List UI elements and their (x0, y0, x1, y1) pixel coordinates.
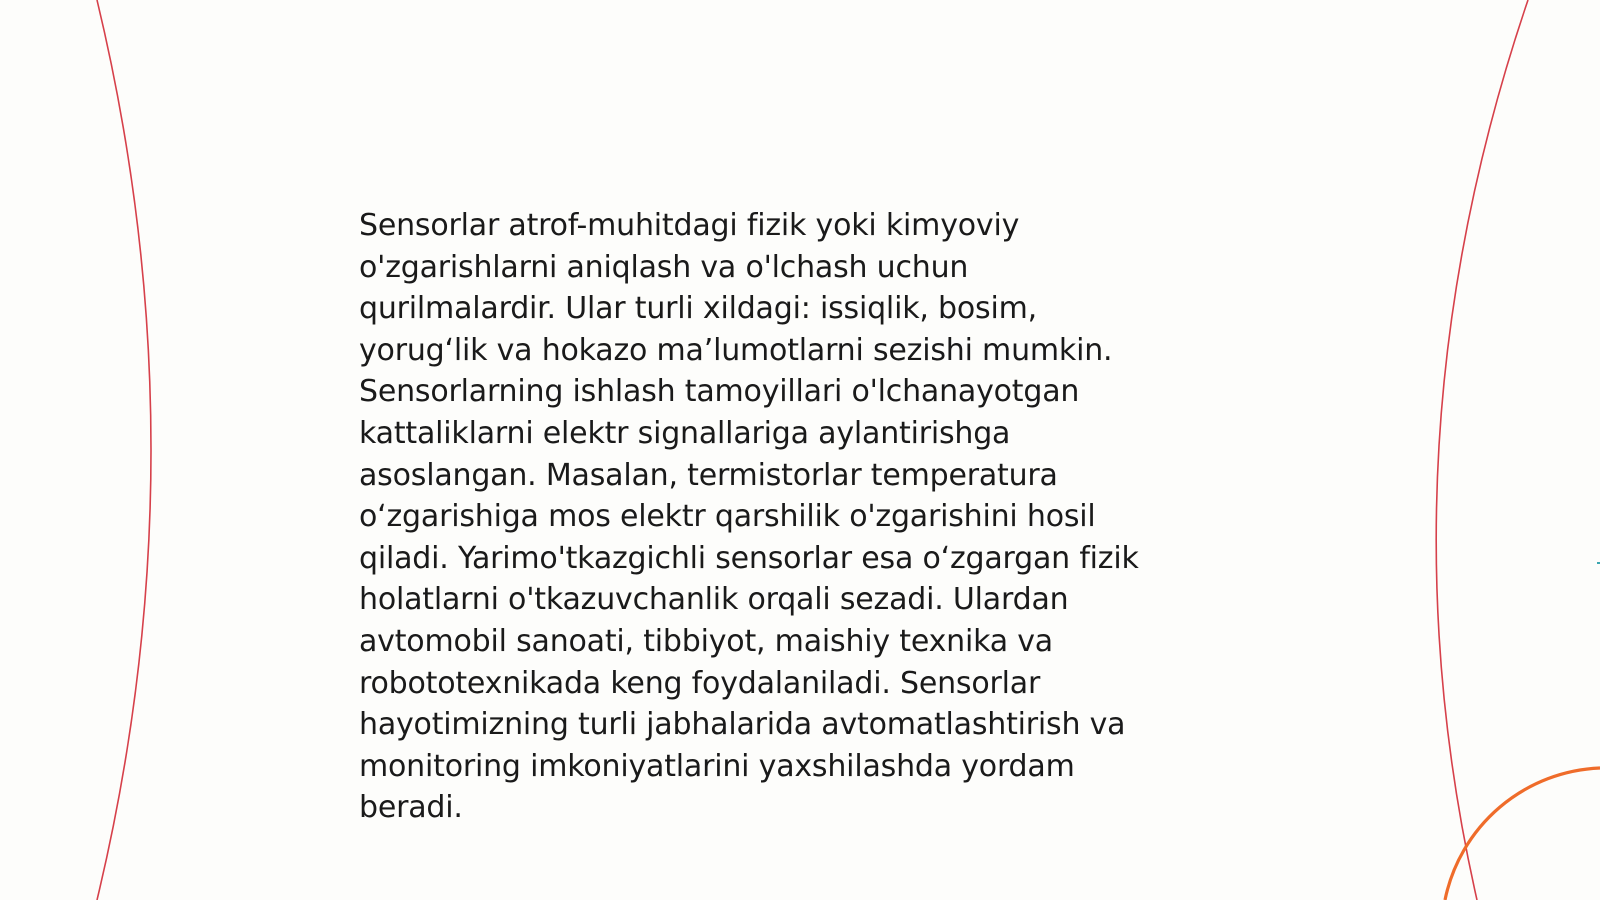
body-line: holatlarni o'tkazuvchanlik orqali sezadi. Ulardan (359, 582, 1069, 618)
body-line: monitoring imkoniyatlarini yaxshilashda yordam (359, 748, 1075, 784)
body-line: o'zgarishlarni aniqlash va o'lchash uchun (359, 249, 969, 285)
body-line: Sensorlarning ishlash tamoyillari o'lchanayotgan (359, 374, 1080, 410)
body-line: hayotimizning turli jabhalarida avtomatlashtirish va (359, 707, 1126, 743)
body-line: robototexnikada keng foydalaniladi. Sensorlar (359, 665, 1041, 701)
body-line: qurilmalardir. Ular turli xildagi: issiqlik, bosim, (359, 291, 1037, 327)
right-thin-arc (1436, 0, 1528, 900)
body-line: Sensorlar atrof-muhitdagi fizik yoki kimyoviy (359, 208, 1020, 243)
body-line: yorug‘lik va hokazo ma’lumotlarni sezishi mumkin. (359, 332, 1113, 368)
orange-circle-arc (1445, 768, 1600, 900)
body-line: o‘zgarishiga mos elektr qarshilik o'zgarishini hosil (359, 499, 1096, 535)
body-line: qiladi. Yarimo'tkazgichli sensorlar esa o‘zgargan fizik (359, 540, 1139, 576)
body-line: beradi. (359, 790, 463, 826)
body-line: asoslangan. Masalan, termistorlar temperatura (359, 457, 1058, 493)
body-paragraph (359, 205, 1219, 829)
left-thin-arc (97, 0, 151, 900)
body-line: kattaliklarni elektr signallariga aylantirishga (359, 415, 1011, 451)
body-line: avtomobil sanoati, tibbiyot, maishiy texnika va (359, 623, 1053, 659)
